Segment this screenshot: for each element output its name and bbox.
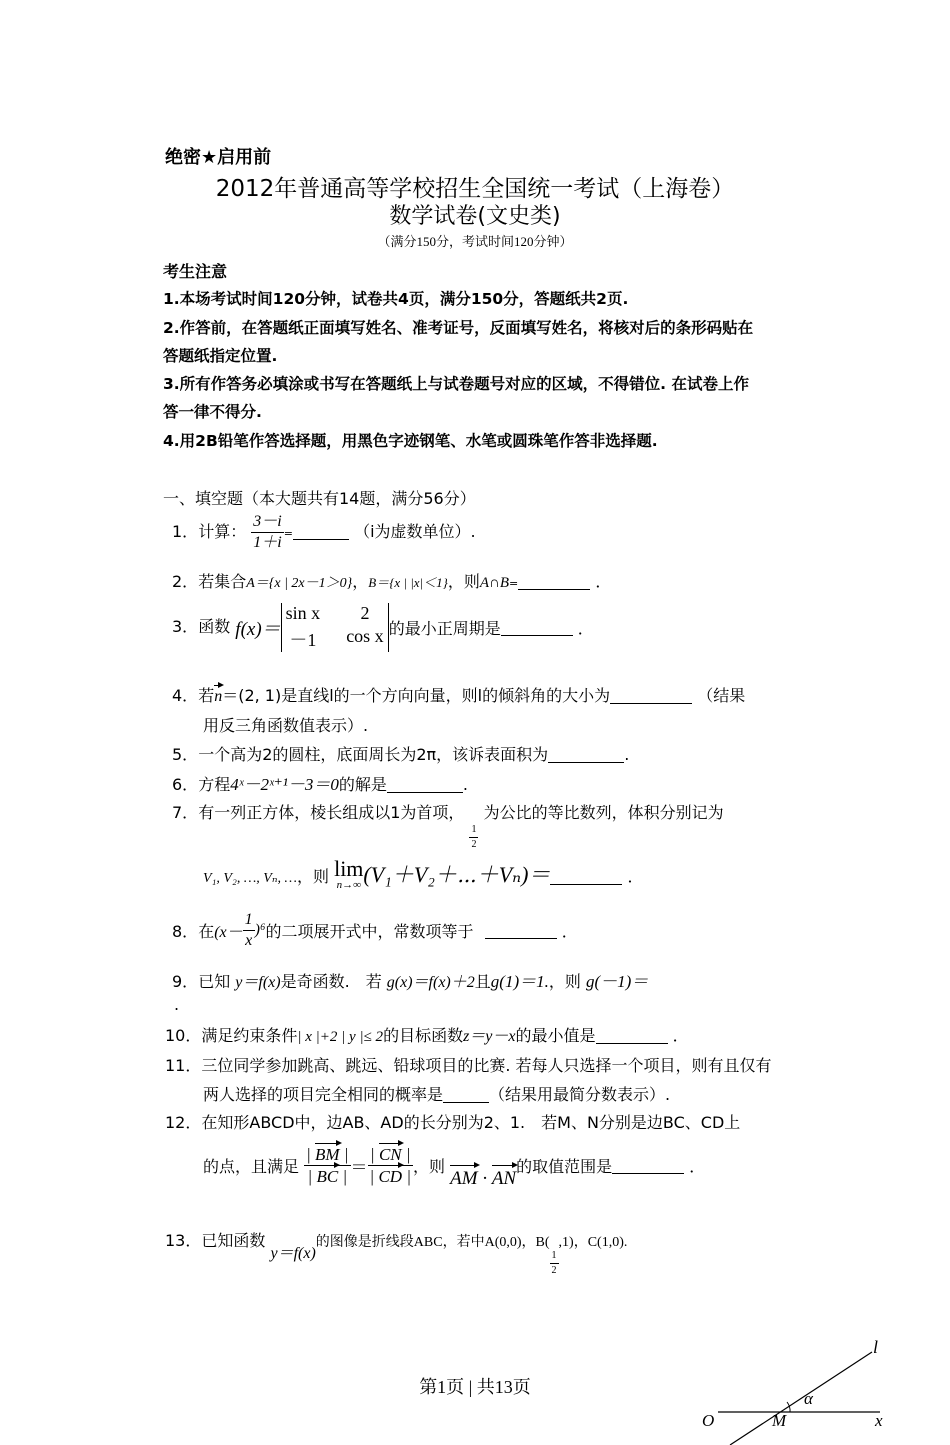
- equals: =: [283, 527, 293, 540]
- q-text: ，则: [413, 1157, 446, 1176]
- question-12: [165, 1110, 740, 1133]
- question-number: 4．: [172, 686, 199, 705]
- question-number: 8．: [172, 922, 199, 941]
- q-text: 两人选择的项目完全相同的概率是: [203, 1085, 444, 1104]
- q-text: ．: [561, 922, 578, 941]
- question-11-line2: [203, 1082, 670, 1105]
- q-text: ．: [577, 619, 594, 638]
- question-4-line2: 用反三角函数值表示）.: [203, 716, 369, 735]
- q-text: .: [624, 745, 630, 764]
- q-text: 方程: [198, 775, 231, 794]
- answer-blank: [548, 746, 624, 763]
- q-text: 的点，且满足: [203, 1157, 300, 1176]
- q-text: 的最小正周期是: [388, 619, 501, 638]
- q-text: ,1)，C(1,0).: [558, 1235, 628, 1250]
- page-footer: 第1页 | 共13页: [419, 1377, 531, 1397]
- frac-den: x: [245, 932, 253, 949]
- secret-label: 绝密★启用前: [165, 147, 272, 168]
- q-text: 若集合: [198, 572, 247, 591]
- line-angle-figure: [690, 1330, 930, 1445]
- vector-am: AM: [450, 1168, 478, 1189]
- q-text: 若: [198, 686, 215, 705]
- fraction: [550, 1251, 559, 1276]
- math-expr: f(x)＝: [235, 619, 281, 640]
- q-text: 函数: [198, 617, 231, 636]
- q-text: （i为虚数单位）.: [354, 522, 476, 541]
- question-8: [172, 912, 578, 949]
- notice-item: 答题纸指定位置.: [163, 347, 278, 365]
- q-text: ．: [595, 572, 612, 591]
- question-number: 11．: [165, 1056, 202, 1075]
- det-cell: －1: [289, 630, 317, 650]
- question-number: 13．: [165, 1231, 202, 1250]
- q-text: 在: [198, 922, 215, 941]
- question-7: [172, 800, 724, 850]
- question-9-end: .: [174, 995, 180, 1014]
- question-11: [165, 1053, 772, 1076]
- q-text: 的最小值是: [515, 1026, 596, 1045]
- answer-blank: [443, 1086, 489, 1103]
- label-m: M: [772, 1411, 787, 1430]
- question-number: 6．: [172, 775, 199, 794]
- line-l: [730, 1352, 872, 1445]
- fraction: [251, 514, 283, 551]
- q-text: ．: [627, 867, 644, 886]
- label-l: l: [873, 1337, 879, 1357]
- answer-blank: [596, 1027, 668, 1044]
- question-number: 5．: [172, 745, 199, 764]
- equals: =: [509, 577, 519, 590]
- math-expr: y＝f(x): [270, 1245, 316, 1262]
- answer-blank: [387, 776, 463, 793]
- question-1: [172, 514, 476, 551]
- vector-bm: BM: [315, 1145, 340, 1164]
- q-text: 一个高为2的圆柱，底面周长为2π，该诉表面积为: [198, 745, 549, 764]
- math-expr: y＝f(x): [235, 974, 281, 991]
- question-7-line2: [203, 858, 644, 891]
- det-cell: sin x: [285, 603, 321, 623]
- vector-symbol: n: [214, 688, 223, 705]
- question-5: [172, 742, 629, 765]
- question-9: [172, 967, 648, 992]
- vector-an: AN: [491, 1168, 517, 1189]
- answer-blank: [518, 573, 590, 590]
- frac-num: 1: [243, 912, 255, 931]
- math-expr: g(－1)＝: [585, 972, 649, 991]
- frac-num: 3－i: [251, 514, 283, 533]
- q-text: 的图像是折线段ABC，若中A(0,0)，B(: [315, 1235, 550, 1250]
- answer-blank: [293, 523, 349, 540]
- q-text: 满足约束条件: [201, 1026, 298, 1045]
- det-cell: cos x: [346, 626, 384, 646]
- q-text: 的二项展开式中，常数项等于: [265, 922, 474, 941]
- question-number: 7．: [172, 803, 199, 822]
- frac-den: 1＋i: [253, 534, 282, 551]
- q-text: ，则: [296, 867, 329, 886]
- frac-num: 1: [469, 825, 478, 838]
- math-expr: g(x)＝f(x)＋2: [386, 974, 475, 991]
- q-text: 的目标函数: [383, 1026, 464, 1045]
- q-text: ．: [672, 1026, 689, 1045]
- answer-blank: [485, 922, 557, 939]
- question-10: [165, 1023, 689, 1046]
- exam-title: 2012年普通高等学校招生全国统一考试（上海卷）: [215, 176, 735, 202]
- dot-product: [450, 1168, 516, 1189]
- section-heading: 一、填空题（本大题共有14题，满分56分）: [163, 489, 476, 508]
- question-12-line2: [203, 1146, 705, 1190]
- math-expr: A∩B: [479, 575, 510, 591]
- answer-blank: [550, 868, 622, 885]
- q-text: ，则: [548, 972, 581, 991]
- q-text: 已知函数: [201, 1231, 266, 1250]
- q-text: 的解是: [338, 775, 387, 794]
- notice-item: 3.所有作答务必填涂或书写在答题纸上与试卷题号对应的区域，不得错位. 在试卷上作: [163, 375, 749, 393]
- math-expr: g(1)＝1.: [490, 972, 549, 991]
- frac-den: 2: [551, 1265, 557, 1276]
- answer-blank: [501, 619, 573, 636]
- question-4: [172, 683, 745, 706]
- vector-bc: BC: [316, 1167, 339, 1186]
- q-text: ．: [689, 1157, 706, 1176]
- determinant: [281, 603, 389, 652]
- exam-subtitle: 数学试卷(文史类): [389, 204, 561, 229]
- math-expr: )⁶: [254, 921, 266, 939]
- question-13: [165, 1228, 627, 1276]
- q-text: 计算：: [198, 522, 247, 541]
- question-number: 10．: [165, 1026, 202, 1045]
- fraction: [469, 825, 478, 850]
- fraction: $\frac{| CN |}{| CD |}$: [369, 1145, 412, 1186]
- notice-item: 2.作答前，在答题纸正面填写姓名、准考证号，反面填写姓名，将核对后的条形码贴在: [163, 319, 754, 337]
- label-x: x: [875, 1411, 883, 1430]
- notice-item: 1.本场考试时间120分钟，试卷共4页，满分150分，答题纸共2页.: [163, 290, 629, 308]
- equals: ＝: [350, 1158, 368, 1177]
- math-expr: V₁, V₂, …, Vₙ, …: [203, 871, 297, 886]
- math-expr: 4ˣ－2ˣ⁺¹－3＝0: [230, 775, 339, 794]
- q-text: （结果: [697, 686, 746, 705]
- answer-blank: [612, 1157, 684, 1174]
- notice-heading: 考生注意: [163, 262, 228, 281]
- math-expr: | x |+2 | y |≤ 2: [297, 1029, 384, 1045]
- question-number: 1．: [172, 522, 199, 541]
- q-text: ，则: [447, 572, 480, 591]
- vector-cn: CN: [378, 1145, 402, 1164]
- q-text: 有一列正方体，棱长组成以1为首项，: [198, 803, 465, 822]
- lim-symbol: lim: [334, 856, 364, 881]
- fraction: $\frac{| BM |}{| BC |}$: [306, 1145, 349, 1186]
- q-text: 是奇函数. 若: [280, 972, 382, 991]
- question-number: 2．: [172, 572, 199, 591]
- q-text: 为公比的等比数列，体积分别记为: [483, 803, 724, 822]
- q-text: 已知: [198, 972, 231, 991]
- vector-cd: CD: [378, 1167, 403, 1186]
- question-3: [172, 603, 594, 652]
- limit: [334, 858, 363, 891]
- notice-item: 4.用2B铅笔作答选择题，用黑色字迹钢笔、水笔或圆珠笔作答非选择题.: [163, 432, 658, 450]
- question-6: [172, 770, 468, 795]
- q-text: 在知形ABCD中，边AB、AD的长分别为2、1. 若M、N分别是边BC、CD上: [201, 1113, 741, 1132]
- question-number: 3．: [172, 617, 199, 636]
- q-text: （结果用最简分数表示）.: [489, 1085, 671, 1104]
- q-text: .: [462, 775, 468, 794]
- answer-blank: [610, 687, 692, 704]
- fraction: [243, 912, 255, 949]
- q-text: 且: [474, 972, 491, 991]
- score-note: （满分150分，考试时间120分钟）: [377, 234, 573, 249]
- q-text: ，: [352, 572, 369, 591]
- notice-item: 答一律不得分.: [163, 403, 262, 421]
- dot-symbol: ·: [482, 1168, 488, 1189]
- math-expr: (x－: [214, 924, 243, 941]
- math-expr: A＝{x | 2x－1＞0}: [246, 576, 353, 591]
- det-cell: 2: [360, 603, 370, 623]
- question-2: [172, 569, 611, 592]
- lim-sub: n→∞: [336, 879, 361, 891]
- math-expr: (V₁＋V₂＋⋯＋Vₙ)＝: [363, 862, 551, 887]
- label-o: O: [702, 1411, 715, 1430]
- q-text: 三位同学参加跳高、跳远、铅球项目的比赛. 若每人只选择一个项目，则有且仅有: [201, 1056, 772, 1075]
- label-alpha: α: [804, 1389, 813, 1408]
- q-text: ＝(2, 1)是直线l的一个方向向量，则l的倾斜角的大小为: [222, 686, 611, 705]
- frac-num: 1: [550, 1251, 559, 1264]
- q-text: 的取值范围是: [516, 1157, 613, 1176]
- math-expr: z＝y－x: [463, 1028, 516, 1045]
- math-expr: B＝{x | |x|＜1}: [368, 575, 448, 590]
- question-number: 9．: [172, 972, 199, 991]
- question-number: 12．: [165, 1113, 202, 1132]
- frac-den: 2: [471, 839, 477, 850]
